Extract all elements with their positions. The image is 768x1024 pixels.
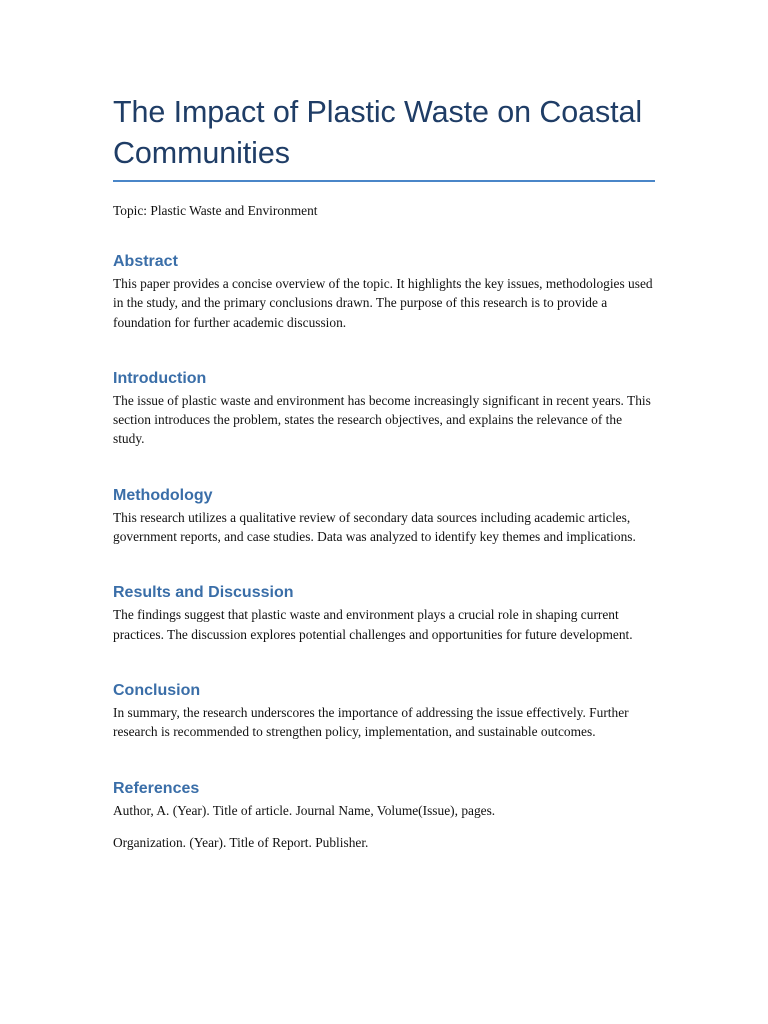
section-heading-conclusion: Conclusion: [113, 681, 201, 699]
section-heading-references: References: [113, 779, 200, 797]
section-heading-abstract: Abstract: [113, 253, 178, 270]
reference-item: Organization. (Year). Title of Report. Publisher.: [113, 834, 369, 850]
section-references: [113, 779, 655, 852]
section-conclusion: [113, 681, 655, 742]
section-heading-results-discussion: Results and Discussion: [113, 584, 294, 602]
document-page: [113, 92, 655, 852]
section-methodology: [113, 486, 655, 547]
section-body-abstract: This paper provides a concise overview of the topic. It highlights the key issues, methodologies used in the study, and the primary conclusions drawn. The purpose of this research is to provide a foundation for further academic discussion.: [113, 276, 653, 330]
reference-item: Author, A. (Year). Title of article. Journal Name, Volume(Issue), pages.: [113, 802, 496, 818]
section-abstract: [113, 252, 655, 332]
section-body-conclusion: In summary, the research underscores the importance of addressing the issue effectively. Further research is recommended to strengthen policy, implementation, and sustainable outcomes.: [113, 704, 629, 740]
section-heading-methodology: Methodology: [113, 486, 213, 504]
section-body-methodology: This research utilizes a qualitative review of secondary data sources including academic articles, government reports, and case studies. Data was analyzed to identify key themes and implications.: [113, 509, 636, 545]
section-body-introduction: The issue of plastic waste and environment has become increasingly significant in recent years. This section introduces the problem, states the research objectives, and explains the relevance of the study.: [113, 392, 651, 447]
section-introduction: [113, 369, 655, 449]
section-results-discussion: [113, 583, 655, 644]
section-body-results-discussion: The findings suggest that plastic waste and environment plays a crucial role in shaping current practices. The discussion explores potential challenges and opportunities for future development.: [113, 607, 633, 642]
topic-line: Topic: Plastic Waste and Environment: [113, 203, 318, 218]
page-title: The Impact of Plastic Waste on Coastal Communities: [113, 92, 655, 182]
section-heading-introduction: Introduction: [113, 369, 207, 387]
